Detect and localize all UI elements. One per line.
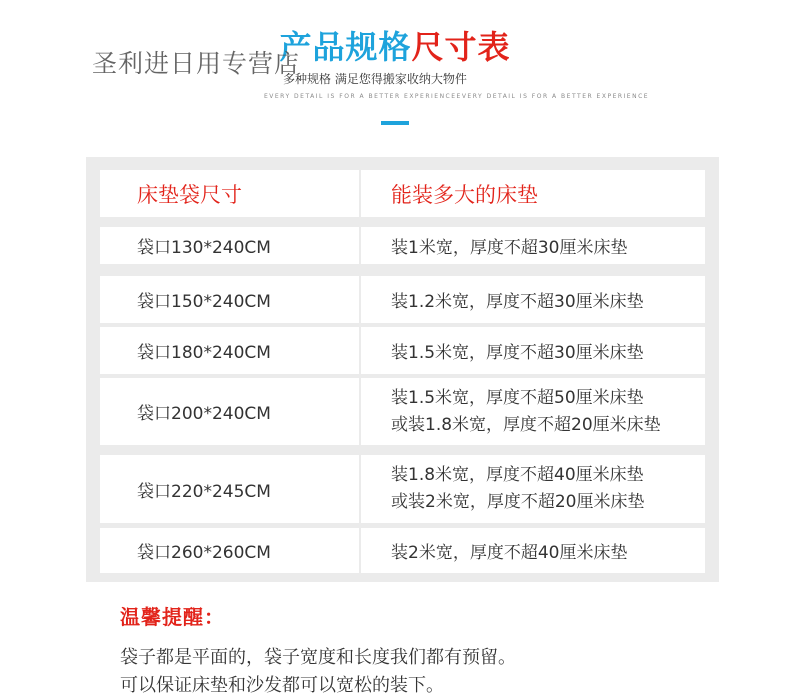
table-row-capacity xyxy=(361,378,705,445)
reminder-line: 可以保证床垫和沙发都可以宽松的装下。 xyxy=(120,675,444,696)
table-row-size xyxy=(100,378,359,445)
size-text: 袋口150*240CM xyxy=(137,292,271,312)
table-row-size xyxy=(100,455,359,523)
table-row-size xyxy=(100,327,359,374)
capacity-text: 或装1.8米宽，厚度不超20厘米床垫 xyxy=(391,414,661,435)
size-text: 袋口220*245CM xyxy=(137,481,271,502)
capacity-text: 装2米宽，厚度不超40厘米床垫 xyxy=(391,543,628,563)
table-row-size xyxy=(100,227,359,264)
title-underline xyxy=(381,121,409,125)
size-table xyxy=(86,157,719,582)
header-capacity xyxy=(361,170,705,217)
reminder-title: 温馨提醒： xyxy=(120,605,225,629)
size-text: 袋口180*240CM xyxy=(137,343,271,363)
table-row-size xyxy=(100,276,359,323)
capacity-lines xyxy=(391,462,644,516)
table-row-size xyxy=(100,528,359,573)
capacity-text: 装1.8米宽，厚度不超40厘米床垫 xyxy=(391,465,644,485)
tagline: EVERY DETAIL IS FOR A BETTER EXPERIENCEEVERY DETAIL IS FOR A BETTER EXPERIENCE xyxy=(264,93,650,100)
table-row-capacity xyxy=(361,276,705,323)
capacity-text: 装1.5米宽，厚度不超30厘米床垫 xyxy=(391,343,644,363)
subtitle: 多种规格 满足您得搬家收纳大物件 xyxy=(283,72,467,86)
table-row-capacity xyxy=(361,327,705,374)
size-text: 袋口200*240CM xyxy=(137,404,271,424)
capacity-text: 装1.5米宽，厚度不超50厘米床垫 xyxy=(391,387,644,408)
capacity-text: 或装2米宽，厚度不超20厘米床垫 xyxy=(391,492,645,512)
title-part-blue: 产品规格 xyxy=(279,28,412,66)
size-text: 袋口130*240CM xyxy=(137,238,271,258)
table-row-capacity xyxy=(361,455,705,523)
title-part-red: 尺寸表 xyxy=(411,28,511,66)
store-watermark: 圣利进日用专营店 xyxy=(92,49,301,78)
capacity-text: 装1米宽，厚度不超30厘米床垫 xyxy=(391,238,628,258)
header-size xyxy=(100,170,359,217)
size-text: 袋口260*260CM xyxy=(137,543,271,563)
capacity-text: 装1.2米宽，厚度不超30厘米床垫 xyxy=(391,292,644,312)
capacity-lines xyxy=(391,385,661,439)
reminder-line: 袋子都是平面的，袋子宽度和长度我们都有预留。 xyxy=(120,647,516,668)
header-size-label: 床垫袋尺寸 xyxy=(137,182,242,207)
table-row-capacity xyxy=(361,227,705,264)
header-capacity-label: 能装多大的床垫 xyxy=(391,182,538,207)
table-row-capacity xyxy=(361,528,705,573)
